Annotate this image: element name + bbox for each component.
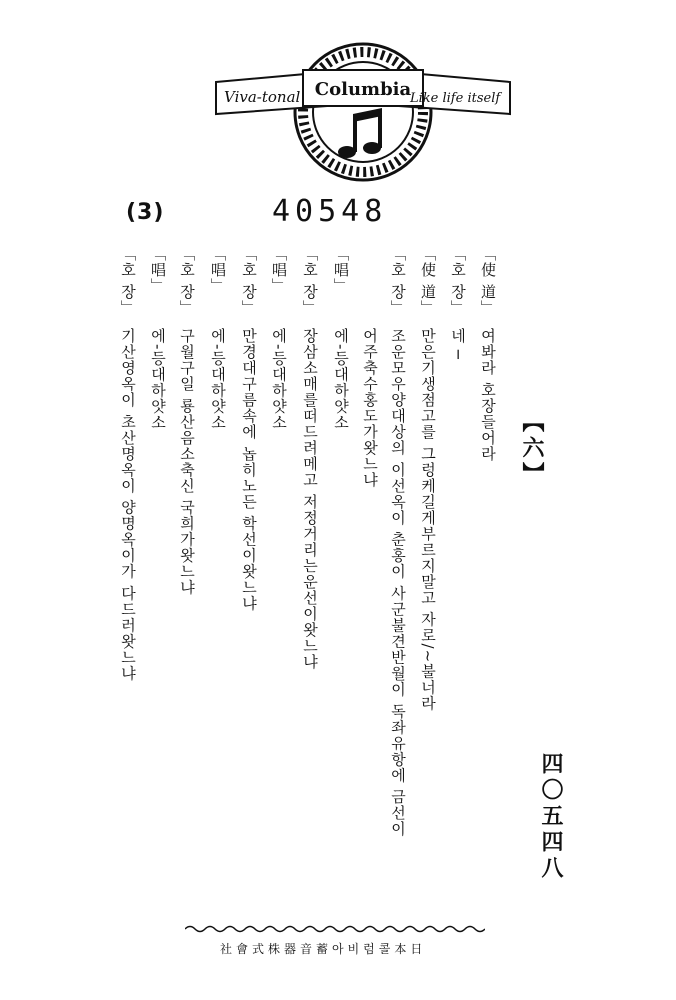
wavy-divider xyxy=(185,924,485,934)
lyric-line: 장삼소매를떠드려메고 저정거리는운선이왓느냐 xyxy=(301,328,319,670)
speaker-label: 「호 장」 xyxy=(449,246,467,316)
speaker-label: 「唱」 xyxy=(270,246,288,294)
section-mark: 【六】 xyxy=(519,410,545,488)
side-number: (3) xyxy=(126,200,165,225)
speaker-label: 「호 장」 xyxy=(178,246,196,316)
lyric-line: 에-등대하얏소 xyxy=(332,328,350,431)
columbia-logo xyxy=(208,42,518,192)
speaker-label: 「호 장」 xyxy=(389,246,407,316)
lyric-line: 에-등대하얏소 xyxy=(209,328,227,431)
lyric-line: 구월구일 룡산음소축신 국희가왓느냐 xyxy=(178,328,196,596)
lyric-line: 기산영옥이 초산명옥이 양명옥이가 다드러왓느냐 xyxy=(119,328,137,682)
catalog-number: 40548 xyxy=(272,194,388,229)
speaker-label: 「唱」 xyxy=(332,246,350,294)
speaker-label: 「唱」 xyxy=(209,246,227,294)
lyric-line: 에-등대하얏소 xyxy=(270,328,288,431)
publisher-footer: 社會式株器音蓄아비럼콜本日 xyxy=(220,942,427,956)
lyric-line: 에-등대하얏소 xyxy=(149,328,167,431)
speaker-label: 「唱」 xyxy=(149,246,167,294)
logo-right-text: Like life itself xyxy=(410,91,501,106)
lyric-line: 조운모우양대상의 이선옥이 춘홍이 사군불견반월이 독좌유항에 금선이 xyxy=(389,328,407,837)
speaker-label: 「使 道」 xyxy=(419,246,437,316)
speaker-label: 「使 道」 xyxy=(479,246,497,316)
speaker-label: 「호 장」 xyxy=(240,246,258,316)
lyric-line: 어주축수홍도가왓느냐 xyxy=(361,328,379,488)
lyric-line: 네 ─ xyxy=(449,328,467,360)
side-catalog-kanji: 四〇五四八 xyxy=(538,752,564,882)
logo-center-text: Columbia xyxy=(314,79,412,100)
lyric-line: 만경대구름속에 놉히노든 학선이왓느냐 xyxy=(240,328,258,612)
lyric-line: 여봐라 호장들어라 xyxy=(479,328,497,462)
speaker-label: 「호 장」 xyxy=(301,246,319,316)
speaker-label: 「호 장」 xyxy=(119,246,137,316)
lyric-line: 만은기생점고를 그렁케길게부르지말고 자로/~불너라 xyxy=(419,328,437,712)
logo-left-text: Viva-tonal xyxy=(224,88,301,106)
